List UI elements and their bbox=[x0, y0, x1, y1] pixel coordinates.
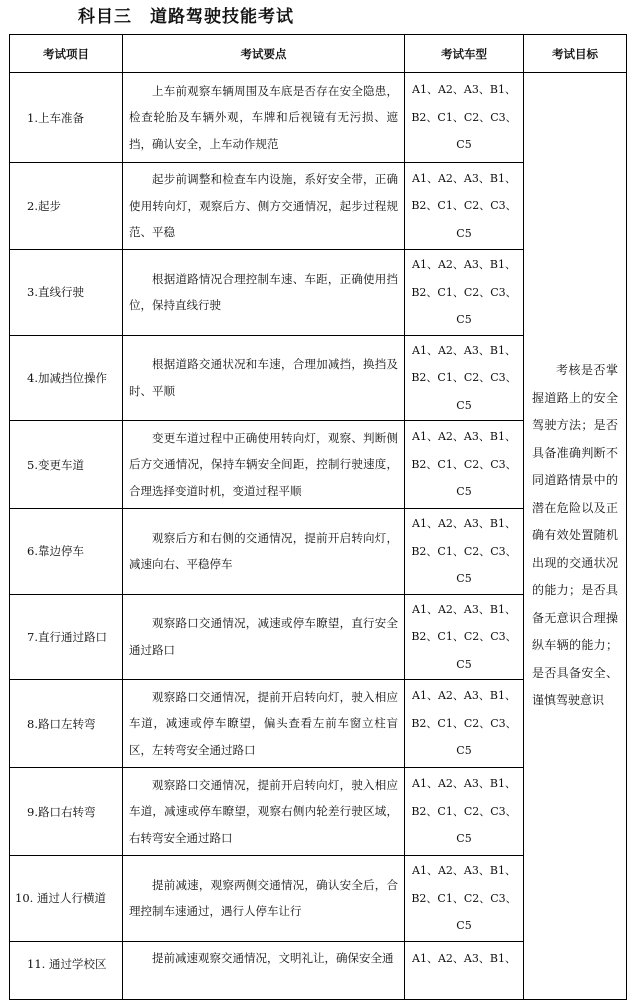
vehicle-types-line: A1、A2、A3、B1、 bbox=[412, 777, 516, 791]
vehicle-types-line: A1、A2、A3、B1、 bbox=[412, 864, 516, 877]
header-exam-goal: 考试目标 bbox=[524, 35, 627, 73]
exam-point: 根据道路情况合理控制车速、车距，正确使用挡位，保持直线行驶 bbox=[123, 250, 405, 336]
exam-item: 7.直行通过路口 bbox=[10, 594, 123, 680]
vehicle-types bbox=[405, 421, 524, 509]
exam-item: 10. 通过人行横道 bbox=[10, 856, 123, 942]
vehicle-types bbox=[405, 163, 524, 250]
exam-point: 观察路口交通情况，提前开启转向灯，驶入相应车道，减速或停车瞭望，偏头查看左前车窗立柱盲区，左转弯安全通过路口 bbox=[123, 680, 405, 768]
vehicle-types bbox=[405, 250, 524, 336]
vehicle-types-line: A1、A2、A3、B1、 bbox=[412, 83, 516, 97]
vehicle-types bbox=[405, 509, 524, 595]
vehicle-types-line: B2、C1、C2、C3、C5 bbox=[411, 285, 517, 326]
exam-point: 观察后方和右侧的交通情况，提前开启转向灯，减速向右、平稳停车 bbox=[123, 509, 405, 595]
exam-item: 5.变更车道 bbox=[10, 421, 123, 509]
page-title: 科目三 道路驾驶技能考试 bbox=[78, 7, 294, 27]
vehicle-types-line: A1、A2、A3、B1、 bbox=[412, 171, 516, 185]
exam-point: 上车前观察车辆周围及车底是否存在安全隐患，检查轮胎及车辆外观，车牌和后视镜有无污损、遮挡，确认安全，上车动作规范 bbox=[123, 73, 405, 163]
vehicle-types-line: B2、C1、C2、C3、C5 bbox=[411, 544, 517, 585]
exam-item: 3.直线行驶 bbox=[10, 250, 123, 336]
vehicle-types-line: A1、A2、A3、B1、 bbox=[412, 343, 516, 357]
vehicle-types-line: A1、A2、A3、B1、 bbox=[412, 951, 516, 965]
table-header-row bbox=[10, 35, 627, 73]
vehicle-types-line: B2、C1、C2、C3、C5 bbox=[411, 110, 517, 152]
vehicle-types-line: A1、A2、A3、B1、 bbox=[412, 517, 516, 530]
exam-item: 9.路口右转弯 bbox=[10, 768, 123, 856]
exam-item: 6.靠边停车 bbox=[10, 509, 123, 595]
vehicle-types-line: A1、A2、A3、B1、 bbox=[412, 430, 516, 444]
vehicle-types-line: B2、C1、C2、C3、C5 bbox=[411, 804, 517, 846]
header-exam-item: 考试项目 bbox=[10, 35, 123, 73]
exam-point: 提前减速，观察两侧交通情况，确认安全后，合理控制车速通过，遇行人停车让行 bbox=[123, 856, 405, 942]
exam-point: 根据道路交通状况和车速，合理加减挡，换挡及时、平顺 bbox=[123, 335, 405, 421]
vehicle-types-line: B2、C1、C2、C3、C5 bbox=[411, 457, 517, 499]
vehicle-types-line: B2、C1、C2、C3、C5 bbox=[411, 716, 517, 758]
exam-point: 提前减速观察交通情况，文明礼让，确保安全通 bbox=[123, 941, 405, 999]
vehicle-types-line: A1、A2、A3、B1、 bbox=[412, 689, 516, 703]
exam-point: 观察路口交通情况，减速或停车瞭望，直行安全通过路口 bbox=[123, 594, 405, 680]
vehicle-types-line: B2、C1、C2、C3、C5 bbox=[411, 371, 517, 412]
table-row bbox=[10, 73, 627, 163]
vehicle-types-line: B2、C1、C2、C3、C5 bbox=[411, 199, 517, 240]
exam-point: 起步前调整和检查车内设施，系好安全带，正确使用转向灯，观察后方、侧方交通情况，起步过程规范、平稳 bbox=[123, 163, 405, 250]
header-exam-points: 考试要点 bbox=[123, 35, 405, 73]
exam-item: 1.上车准备 bbox=[10, 73, 123, 163]
exam-item: 4.加减挡位操作 bbox=[10, 335, 123, 421]
exam-item: 8.路口左转弯 bbox=[10, 680, 123, 768]
exam-table bbox=[9, 34, 627, 1000]
vehicle-types bbox=[405, 941, 524, 999]
vehicle-types bbox=[405, 768, 524, 856]
vehicle-types-line: A1、A2、A3、B1、 bbox=[412, 602, 516, 616]
vehicle-types bbox=[405, 335, 524, 421]
exam-point: 观察路口交通情况，提前开启转向灯，驶入相应车道，减速或停车瞭望，观察右侧内轮差行驶区域，右转弯安全通过路口 bbox=[123, 768, 405, 856]
vehicle-types-line: A1、A2、A3、B1、 bbox=[412, 258, 516, 271]
vehicle-types bbox=[405, 856, 524, 942]
exam-point: 变更车道过程中正确使用转向灯，观察、判断侧后方交通情况，保持车辆安全间距，控制行驶速度，合理选择变道时机，变道过程平顺 bbox=[123, 421, 405, 509]
exam-goal: 考核是否掌握道路上的安全驾驶方法；是否具备准确判断不同道路情景中的潜在危险以及正确有效处置随机出现的交通状况的能力；是否具备无意识合理操纵车辆的能力；是否具备安全、谨慎驾驶意识 bbox=[524, 73, 627, 1000]
vehicle-types bbox=[405, 680, 524, 768]
header-vehicle-types: 考试车型 bbox=[405, 35, 524, 73]
vehicle-types bbox=[405, 73, 524, 163]
vehicle-types bbox=[405, 594, 524, 680]
exam-item: 2.起步 bbox=[10, 163, 123, 250]
vehicle-types-line: B2、C1、C2、C3、C5 bbox=[411, 630, 517, 671]
exam-item: 11. 通过学校区 bbox=[10, 941, 123, 999]
vehicle-types-line: B2、C1、C2、C3、C5 bbox=[411, 891, 517, 932]
